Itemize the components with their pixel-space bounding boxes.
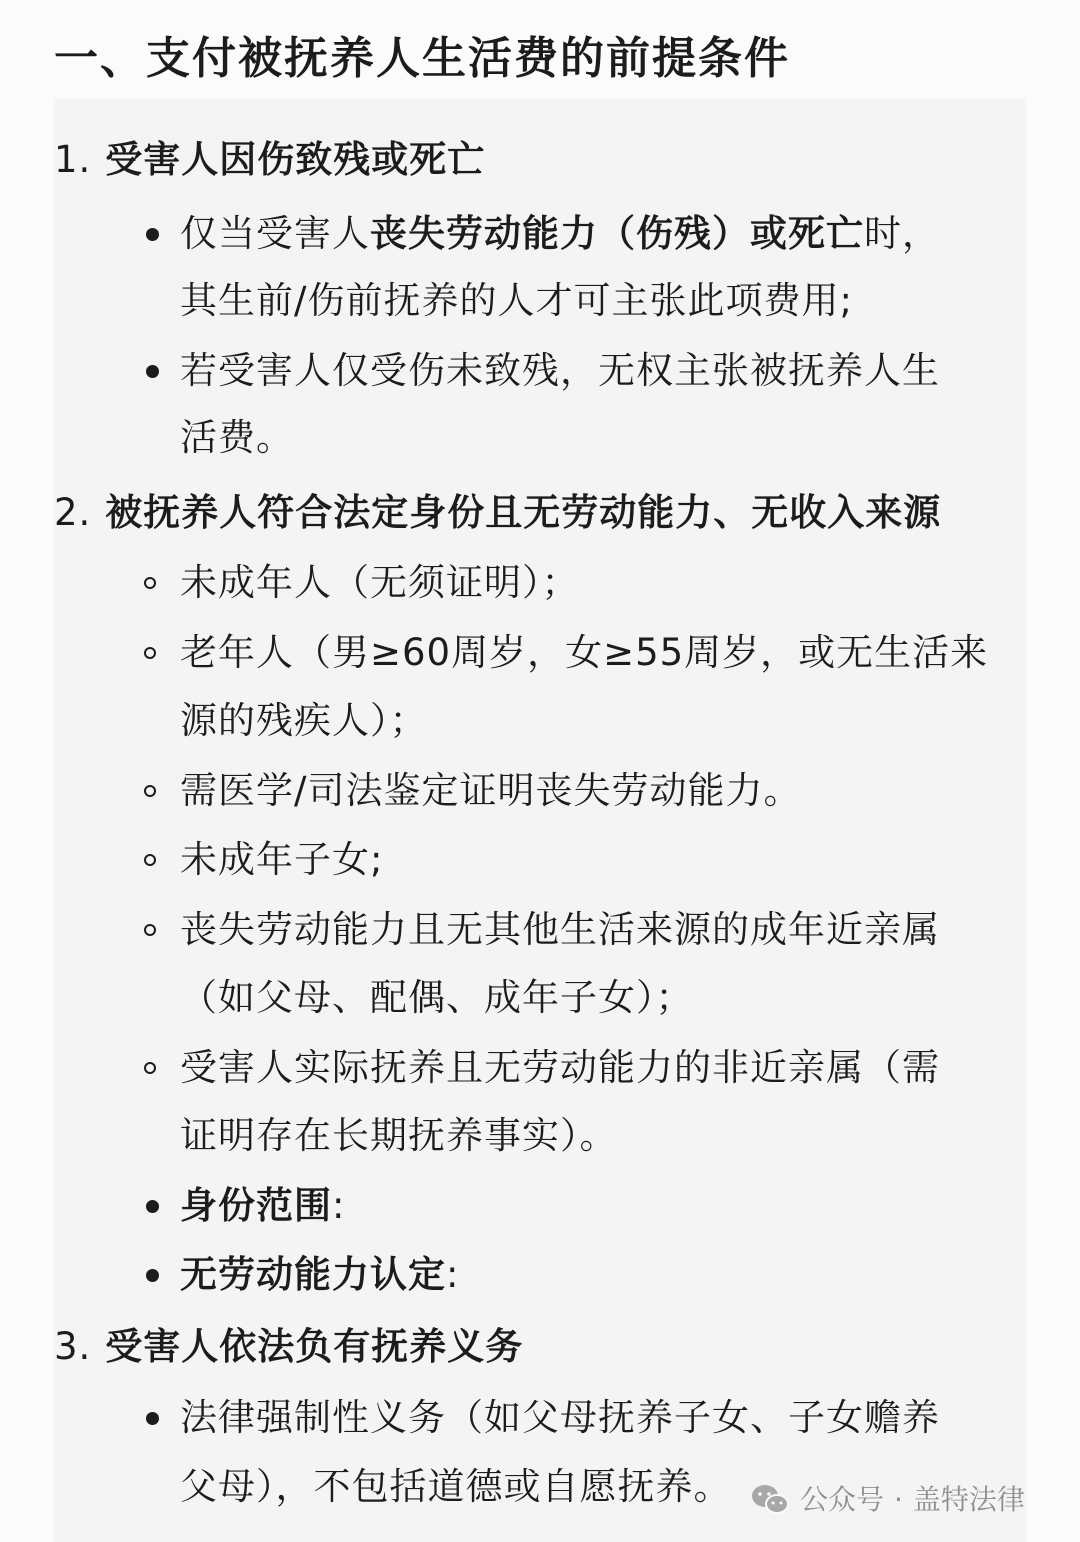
list-item-2-title: 2. 被抚养人符合法定身份且无劳动能力、无收入来源 [54,491,942,534]
watermark-prefix: 公众号 [800,1483,885,1516]
list-item-continuation: 其生前/伤前抚养的人才可主张此项费用; [180,279,853,322]
list-item-1-title: 1. 受害人因伤致残或死亡 [54,138,486,181]
list-item-continuation: 父母），不包括道德或自愿抚养。 [180,1465,732,1508]
bullet-dot [146,228,159,241]
list-item: 仅当受害人丧失劳动能力（伤残）或死亡时， [180,212,940,255]
list-item: 若受害人仅受伤未致残，无权主张被抚养人生 [180,349,940,392]
list-subitem: 未成年人（无须证明）； [180,561,580,604]
list-subitem-continuation: 证明存在长期抚养事实）。 [180,1114,618,1157]
bullet-dot [146,1269,159,1282]
bullet-circle [144,577,156,589]
bullet-circle [144,854,156,866]
emphasis-text: 丧失劳动能力（伤残）或死亡 [370,212,864,255]
bullet-circle [144,924,156,936]
label-item: 无劳动能力认定: [180,1253,460,1296]
wechat-icon [750,1483,790,1517]
list-subitem: 受害人实际抚养且无劳动能力的非近亲属（需 [180,1046,940,1089]
wechat-watermark [750,1478,1025,1522]
list-item: 法律强制性义务（如父母抚养子女、子女赡养 [180,1396,940,1439]
bullet-circle [144,647,156,659]
list-subitem: 未成年子女; [180,838,384,881]
section-heading: 一、支付被抚养人生活费的前提条件 [54,33,790,84]
bullet-circle [144,1062,156,1074]
bullet-circle [144,785,156,797]
watermark-separator: · [894,1483,903,1516]
list-subitem: 老年人（男≥60周岁，女≥55周岁，或无生活来 [180,631,989,674]
bullet-dot [146,1200,159,1213]
list-item-continuation: 活费。 [180,416,294,459]
label-item: 身份范围: [180,1184,346,1227]
list-item-3-title: 3. 受害人依法负有抚养义务 [54,1325,524,1368]
list-subitem: 需医学/司法鉴定证明丧失劳动能力。 [180,769,802,812]
bullet-dot [146,365,159,378]
watermark-name: 盖特法律 [912,1483,1025,1516]
list-subitem-continuation: （如父母、配偶、成年子女）； [180,976,694,1019]
list-subitem: 丧失劳动能力且无其他生活来源的成年近亲属 [180,908,940,951]
list-subitem-continuation: 源的残疾人）； [180,699,428,742]
bullet-dot [146,1412,159,1425]
